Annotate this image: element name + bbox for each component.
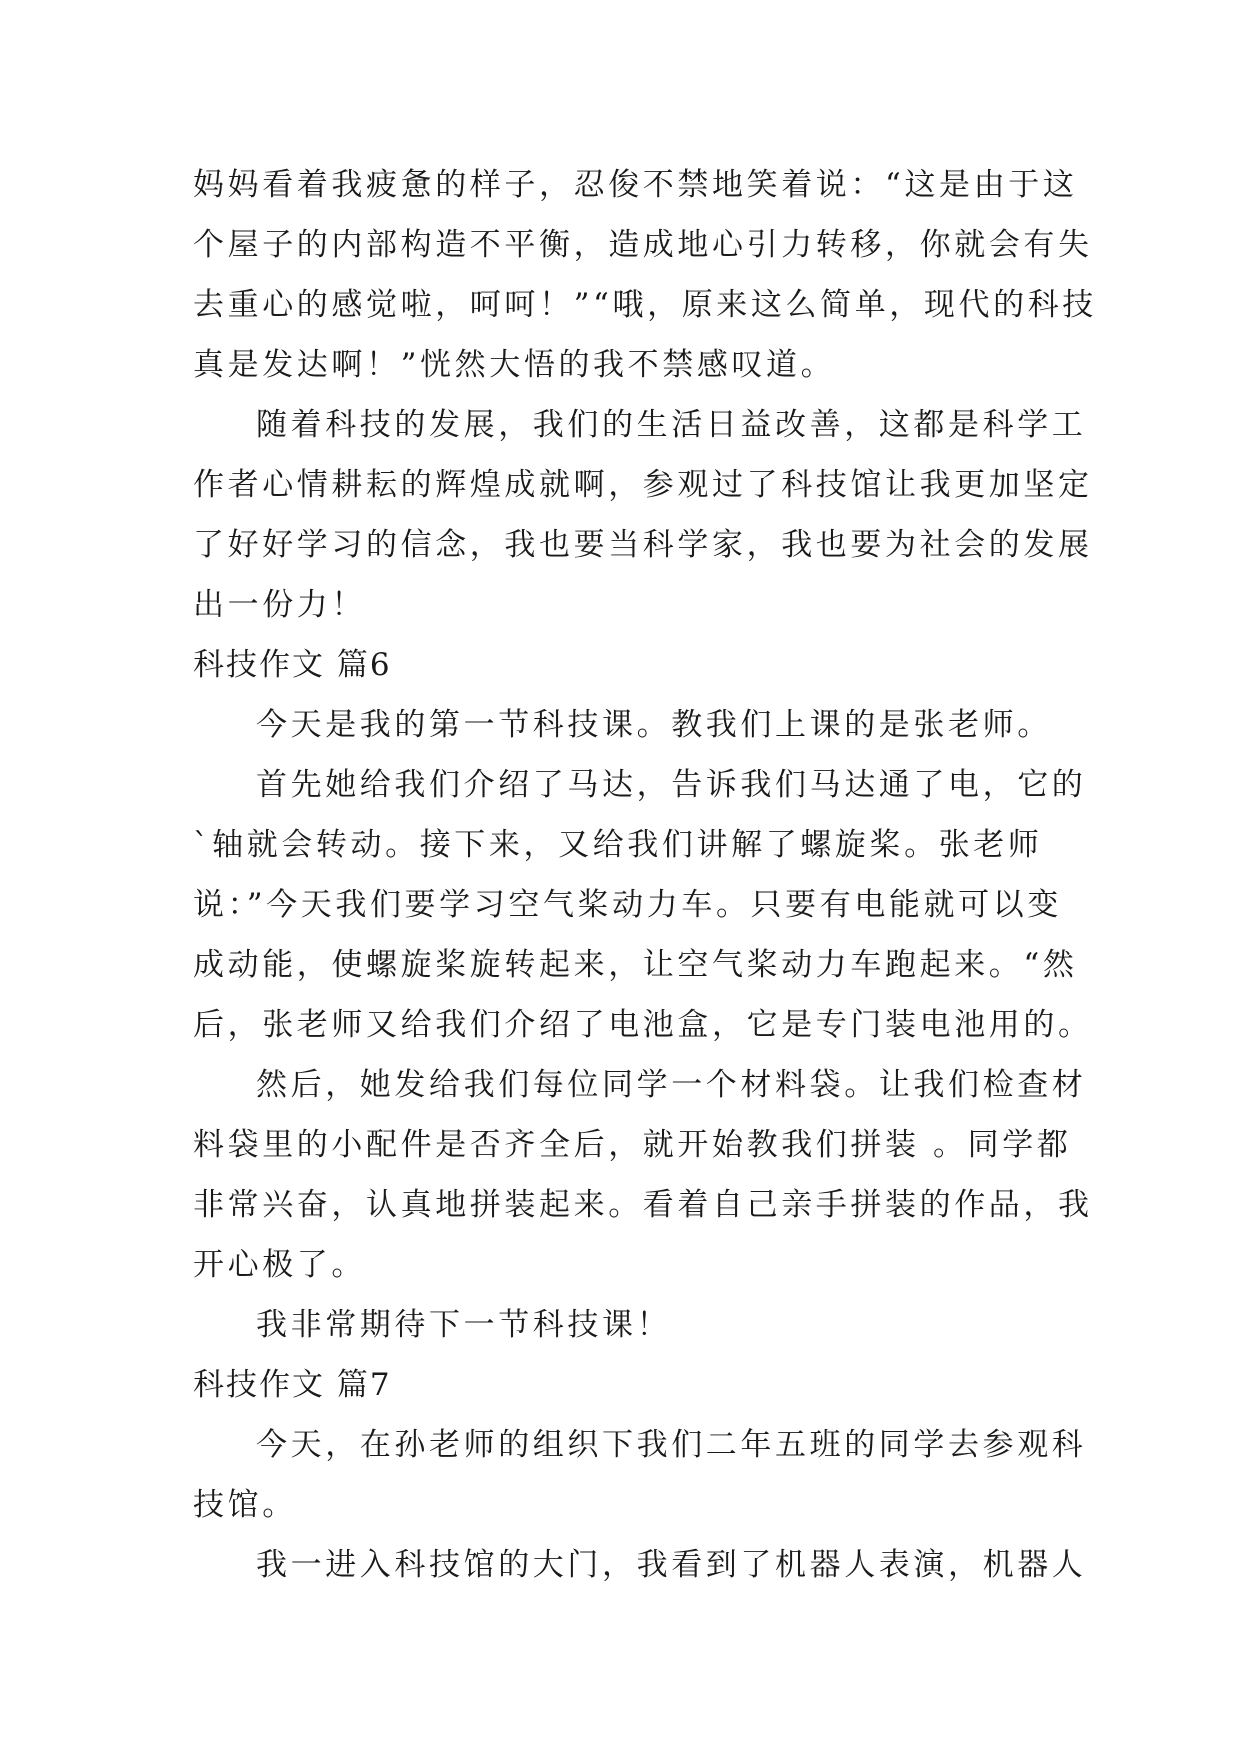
section-heading: 科技作文 篇7	[193, 1367, 392, 1403]
text-line: 后，张老师又给我们介绍了电池盒，它是专门装电池用的。	[193, 1007, 1093, 1043]
paragraph-start-line: 我一进入科技馆的大门，我看到了机器人表演，机器人	[256, 1547, 1087, 1583]
text-line: 出一份力！	[193, 587, 366, 623]
paragraph-start-line: 今天，在孙老师的组织下我们二年五班的同学去参观科	[256, 1427, 1087, 1463]
text-line: 了好好学习的信念，我也要当科学家，我也要为社会的发展	[193, 527, 1093, 563]
text-line: 料袋里的小配件是否齐全后，就开始教我们拼装 。同学都	[193, 1127, 1072, 1163]
text-line: 妈妈看着我疲惫的样子，忍俊不禁地笑着说：“这是由于这	[193, 167, 1078, 203]
text-line: 去重心的感觉啦，呵呵！”“哦，原来这么简单，现代的科技	[193, 287, 1097, 323]
text-line: 作者心情耕耘的辉煌成就啊，参观过了科技馆让我更加坚定	[193, 467, 1093, 503]
paragraph-start-line: 今天是我的第一节科技课。教我们上课的是张老师。	[256, 707, 1052, 743]
text-line: 技馆。	[193, 1487, 297, 1523]
text-line: 说：”今天我们要学习空气桨动力车。只要有电能就可以变	[193, 887, 1062, 923]
text-line: 非常兴奋，认真地拼装起来。看着自己亲手拼装的作品，我	[193, 1187, 1093, 1223]
text-line: 个屋子的内部构造不平衡，造成地心引力转移，你就会有失	[193, 227, 1093, 263]
paragraph-start-line: 随着科技的发展，我们的生活日益改善，这都是科学工	[256, 407, 1087, 443]
text-line: `轴就会转动。接下来，又给我们讲解了螺旋桨。张老师	[193, 827, 1043, 863]
section-heading: 科技作文 篇6	[193, 647, 392, 683]
paragraph-start-line: 然后，她发给我们每位同学一个材料袋。让我们检查材	[256, 1067, 1087, 1103]
text-line: 成动能，使螺旋桨旋转起来，让空气桨动力车跑起来。“然	[193, 947, 1078, 983]
text-line: 开心极了。	[193, 1247, 366, 1283]
text-line: 真是发达啊！”恍然大悟的我不禁感叹道。	[193, 347, 836, 383]
paragraph-start-line: 首先她给我们介绍了马达，告诉我们马达通了电，它的	[256, 767, 1087, 803]
paragraph-start-line: 我非常期待下一节科技课！	[256, 1307, 672, 1343]
